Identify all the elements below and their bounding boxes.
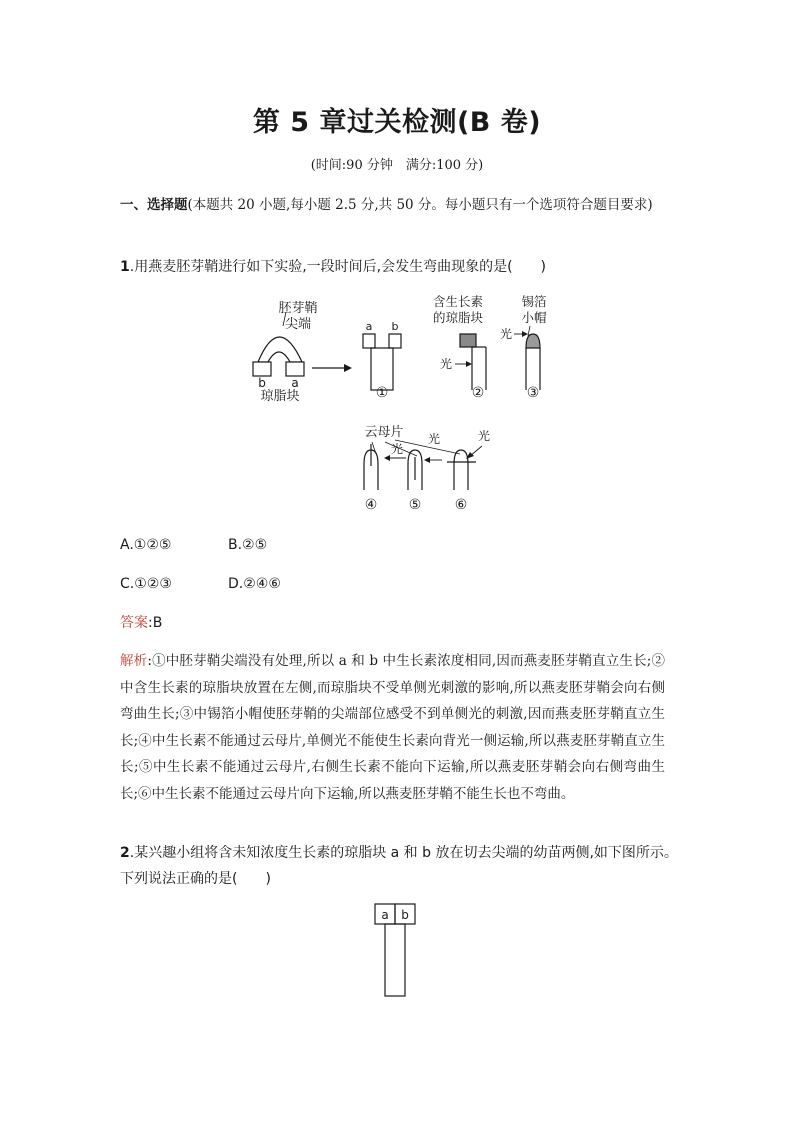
block-b-label: b (258, 376, 266, 390)
fig3-number: ③ (526, 385, 540, 401)
option-a: A.①②⑤ (120, 537, 172, 553)
arrow-icon (312, 364, 352, 372)
question-text: .用燕麦胚芽鞘进行如下实验,一段时间后,会发生弯曲现象的是( ) (129, 259, 547, 275)
auxin-label-line1: 含生长素 (432, 294, 484, 309)
figure-6 (447, 428, 490, 513)
mica-label: 云母片 (364, 425, 404, 440)
fig2-number: ② (471, 385, 485, 401)
exam-info: (时间:90 分钟 满分:100 分) (310, 158, 484, 173)
option-b: B.②⑤ (228, 537, 268, 553)
explanation-text: :①中胚芽鞘尖端没有处理,所以 a 和 b 中生长素浓度相同,因而燕麦胚芽鞘直立生长;②中含生长素的琼脂块放置在左侧,而琼脂块不受单侧光刺激的影响,所以燕麦胚芽鞘会向右侧弯曲生长;③中锡箔小帽使胚芽鞘的尖端部位感受不到单侧光的刺激,因而燕麦胚芽鞘直立生长;④中生长素不能通过云母片,单侧光不能使生长素向背光一侧运输,所以燕麦胚芽鞘直立生长;⑤中生长素不能通过云母片,右侧生长素不能向下运输,所以燕麦胚芽鞘会向右侧弯曲生长;⑥中生长素不能通过云母片向下运输,所以燕麦胚芽鞘不能生长也不弯曲。 (120, 653, 665, 802)
tip-label-line2: 尖端 (284, 317, 312, 332)
question-number: 2 (120, 845, 130, 861)
q2-a-label: a (381, 908, 389, 922)
answer (120, 612, 162, 632)
section-heading (120, 192, 680, 218)
tip-label-line1: 胚芽鞘 (278, 301, 318, 316)
fig1-b-label: b (391, 320, 399, 333)
fig1-number: ① (375, 385, 389, 401)
fig5-number: ⑤ (408, 497, 422, 513)
explanation (120, 648, 665, 807)
fig5-light-label: 光 (427, 432, 441, 446)
answer-value: :B (148, 615, 163, 631)
q1-figure (0, 290, 794, 520)
fig2-light-label: 光 (439, 357, 453, 371)
figure-1 (363, 320, 401, 401)
figure-2 (433, 294, 486, 401)
fig6-light-label: 光 (477, 429, 491, 443)
foil-label-line1: 锡箔 (521, 294, 547, 309)
page-title: 第 5 章过关检测(B 卷) (252, 107, 542, 138)
figure-5 (408, 431, 442, 513)
section-description: (本题共 20 小题,每小题 2.5 分,共 50 分。每小题只有一个选项符合题目要求) (187, 197, 653, 213)
option-d: D.②④⑥ (228, 576, 281, 592)
figure-3 (500, 294, 547, 401)
fig3-light-label: 光 (499, 327, 513, 341)
block-a-label: a (291, 376, 299, 390)
figure-4 (364, 441, 406, 513)
fig1-a-label: a (365, 320, 373, 333)
question-1 (120, 254, 680, 280)
question-number: 1 (120, 259, 130, 275)
question-2 (120, 840, 680, 892)
answer-label: 答案 (120, 615, 148, 631)
section-title: 一、选择题 (120, 197, 188, 213)
fig4-light-label: 光 (390, 442, 404, 456)
foil-label-line2: 小帽 (521, 310, 547, 325)
option-c: C.①②③ (120, 576, 172, 592)
fig4-number: ④ (364, 497, 378, 513)
fig6-number: ⑥ (454, 497, 468, 513)
question-text: .某兴趣小组将含未知浓度生长素的琼脂块 a 和 b 放在切去尖端的幼苗两侧,如下图所示。下列说法正确的是( ) (120, 845, 678, 887)
explanation-label: 解析 (120, 653, 148, 669)
agar-label: 琼脂块 (260, 389, 300, 404)
q2-b-label: b (401, 908, 409, 922)
auxin-label-line2: 的琼脂块 (432, 310, 484, 325)
tip-on-agar-diagram (253, 300, 318, 404)
q2-figure (0, 900, 794, 1010)
